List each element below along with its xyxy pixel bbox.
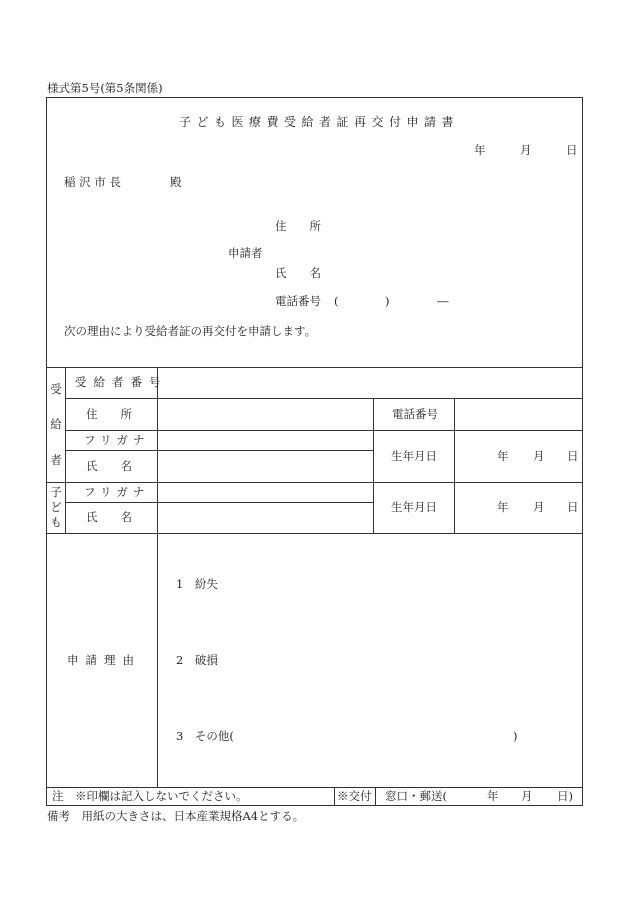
child-group-label-1: 子 bbox=[50, 485, 62, 499]
recipient-group-label-3: 者 bbox=[50, 453, 62, 467]
child-group-label-2: ど bbox=[50, 500, 62, 514]
applicant-phone-label: 電話番号 bbox=[275, 294, 321, 308]
child-name-label: 氏 名 bbox=[86, 510, 132, 524]
form-reference: 様式第5号(第5条関係) bbox=[47, 81, 163, 95]
form-title: 子ども医療費受給者証再交付申請書 bbox=[179, 115, 460, 129]
applicant-phone-close: ) bbox=[385, 294, 390, 308]
recipient-number-label: 受給者番号 bbox=[75, 375, 168, 389]
child-birth-month: 月 bbox=[533, 500, 545, 514]
reason-label: 申請理由 bbox=[67, 653, 141, 667]
footer-day: 日) bbox=[557, 789, 573, 803]
honorific: 殿 bbox=[170, 175, 182, 189]
child-furigana-label: フリガナ bbox=[84, 485, 150, 499]
recipient-furigana-label: フリガナ bbox=[84, 433, 150, 447]
footer-year: 年 bbox=[487, 789, 499, 803]
date-day: 日 bbox=[566, 143, 578, 157]
recipient-birth-label: 生年月日 bbox=[391, 449, 437, 463]
recipient-birth-day: 日 bbox=[567, 449, 579, 463]
reason-item-damaged: 2 破損 bbox=[176, 653, 218, 667]
recipient-birth-year: 年 bbox=[497, 449, 509, 463]
footer-note: 注 ※印欄は記入しないでください。 bbox=[52, 789, 248, 803]
recipient-address-label: 住 所 bbox=[86, 407, 132, 421]
date-month: 月 bbox=[520, 143, 532, 157]
recipient-group-label-2: 給 bbox=[50, 417, 62, 431]
footer-delivery-value: 窓口・郵送( bbox=[385, 789, 447, 803]
child-birth-year: 年 bbox=[497, 500, 509, 514]
recipient-phone-label: 電話番号 bbox=[392, 407, 438, 421]
applicant-phone-dash: ― bbox=[437, 294, 449, 308]
addressee: 稲 沢 市 長 bbox=[64, 175, 121, 189]
footer-delivery-label: ※交付 bbox=[337, 789, 372, 803]
recipient-group-label-1: 受 bbox=[50, 382, 62, 396]
applicant-name-label: 氏 名 bbox=[275, 266, 321, 280]
reason-item-other: 3 その他( bbox=[176, 729, 234, 743]
application-statement: 次の理由により受給者証の再交付を申請します。 bbox=[64, 324, 317, 338]
child-group-label-3: も bbox=[50, 515, 62, 529]
child-birth-day: 日 bbox=[567, 500, 579, 514]
reason-item-lost: 1 紛失 bbox=[176, 577, 218, 591]
child-birth-label: 生年月日 bbox=[391, 500, 437, 514]
recipient-name-label: 氏 名 bbox=[86, 459, 132, 473]
applicant-phone-open: ( bbox=[334, 294, 339, 308]
applicant-label: 申請者 bbox=[228, 246, 263, 260]
footer-month: 月 bbox=[521, 789, 533, 803]
date-year: 年 bbox=[474, 143, 486, 157]
recipient-birth-month: 月 bbox=[533, 449, 545, 463]
reason-other-close: ) bbox=[513, 729, 518, 743]
applicant-address-label: 住 所 bbox=[275, 219, 321, 233]
bottom-note: 備考 用紙の大きさは、日本産業規格A4とする。 bbox=[47, 809, 305, 823]
